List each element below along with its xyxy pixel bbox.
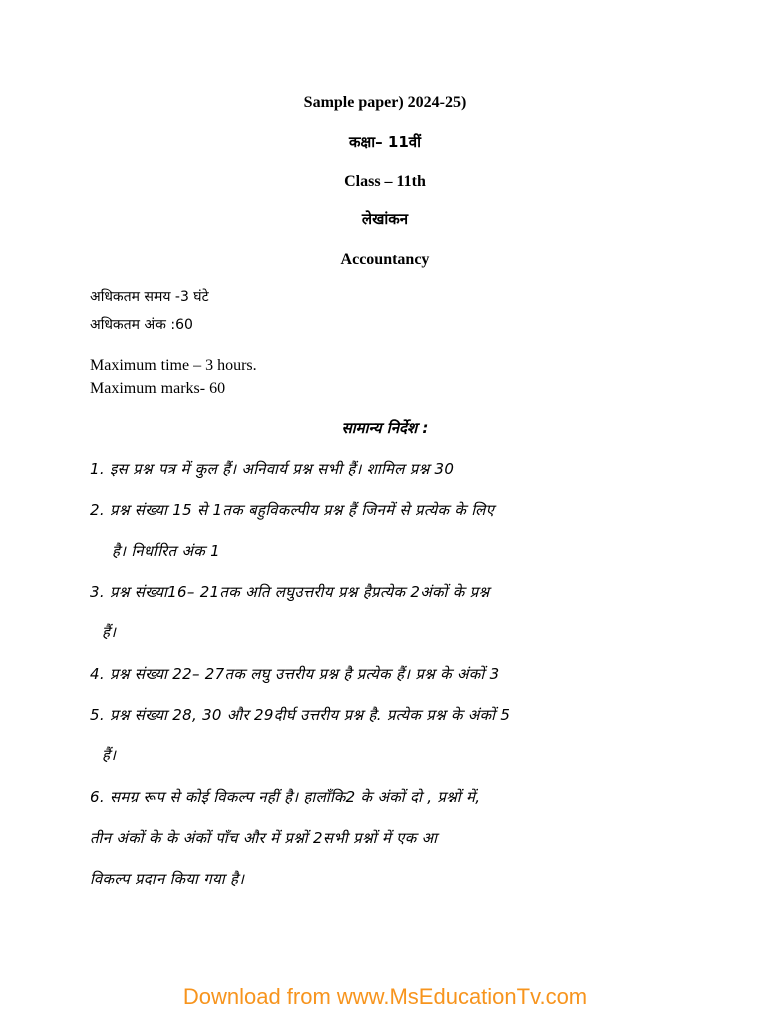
paper-title: Sample paper) 2024-25) — [303, 94, 467, 111]
instruction-line: 1. इस प्रश्न पत्र में कुल हैं। अनिवार्य प्रश्न सभी हैं। शामिल प्रश्न 30 — [90, 460, 455, 478]
instruction-line: है। निर्धारित अंक 1 — [112, 542, 220, 560]
instruction-line: 4. प्रश्न संख्या 22– 27तक लघु उत्तरीय प्रश्न है प्रत्येक हैं। प्रश्न के अंकों 3 — [90, 665, 500, 683]
max-time-english: Maximum time – 3 hours. — [90, 357, 257, 374]
instruction-line: हैं। — [102, 746, 117, 764]
instruction-line: तीन अंकों के के अंकों पाँच और में प्रश्नों 2सभी प्रश्नों में एक आ — [90, 829, 438, 847]
subject-english: Accountancy — [340, 251, 430, 268]
instructions-heading: सामान्य निर्देश : — [341, 419, 429, 437]
subject-hindi: लेखांकन — [361, 210, 409, 228]
class-hindi: कक्षा– 11वीं — [349, 133, 421, 151]
instruction-line: 3. प्रश्न संख्या16– 21तक अति लघुउत्तरीय प्रश्न हैप्रत्येक 2अंकों के प्रश्न — [90, 583, 490, 601]
download-link[interactable]: Download from www.MsEducationTv.com — [182, 984, 588, 1009]
instruction-line: 2. प्रश्न संख्या 15 से 1तक बहुविकल्पीय प्रश्न हैं जिनमें से प्रत्येक के लिए — [90, 501, 495, 519]
max-marks-hindi: अधिकतम अंक :60 — [90, 317, 193, 333]
max-time-hindi: अधिकतम समय -3 घंटे — [90, 289, 209, 305]
instruction-line: हैं। — [102, 623, 117, 641]
instruction-line: 5. प्रश्न संख्या 28, 30 और 29दीर्घ उत्तरीय प्रश्न है. प्रत्येक प्रश्न के अंकों 5 — [90, 706, 511, 724]
class-english: Class – 11th — [344, 173, 426, 190]
instruction-line: विकल्प प्रदान किया गया है। — [90, 870, 245, 888]
instruction-line: 6. समग्र रूप से कोई विकल्प नहीं है। हालाँकि2 के अंकों दो , प्रश्नों में, — [90, 788, 481, 806]
max-marks-english: Maximum marks- 60 — [90, 380, 226, 397]
